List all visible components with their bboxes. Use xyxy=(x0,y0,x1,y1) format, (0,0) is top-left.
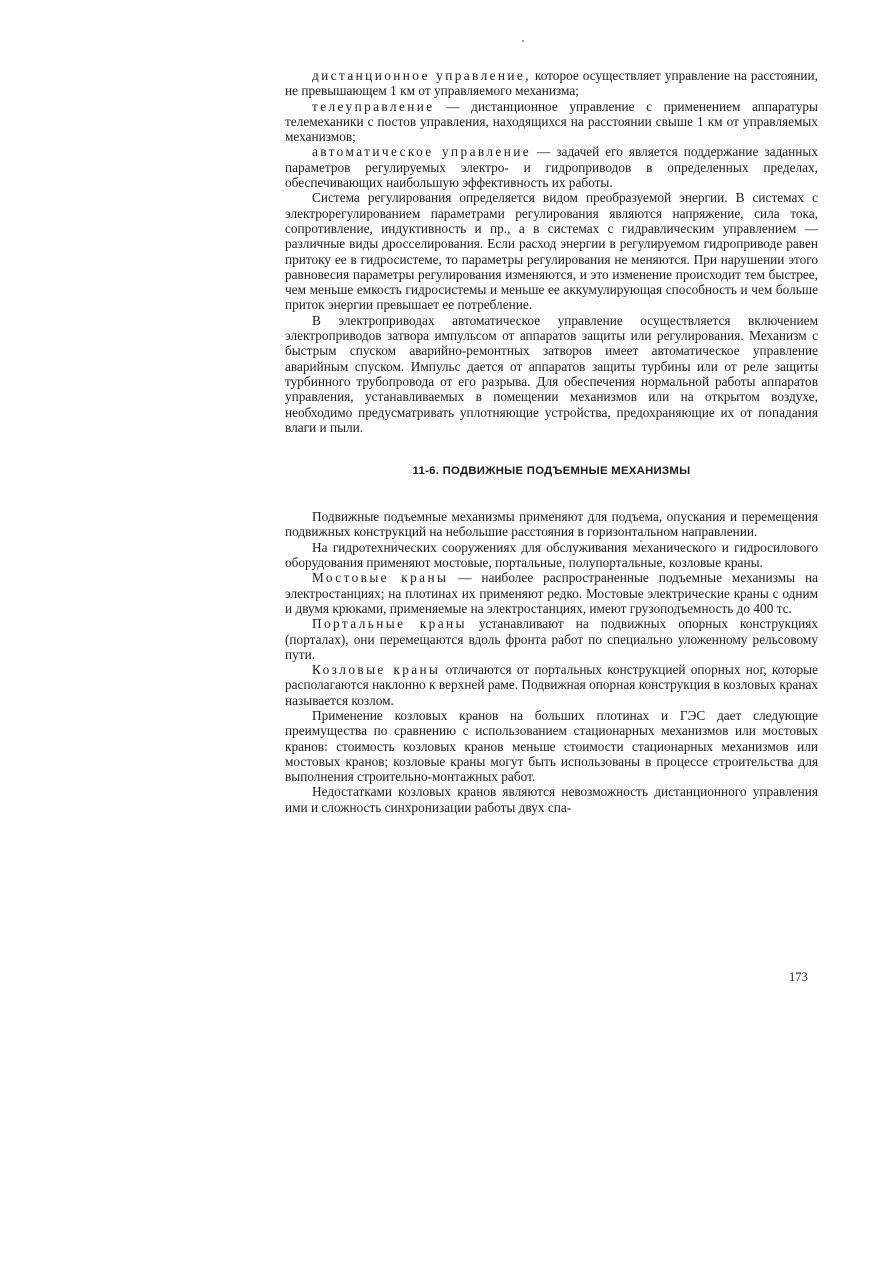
paragraph-text: Применение козловых кранов на больших плотинах и ГЭС дает следующие преимущества по сравнению с использованием стационарных механизмов или мостовых кранов: стоимость козловых кранов меньше стоимости стационарных механизмов или мостовых кранов; козловые краны могут быть использованы в процессе строительства для выполнения строительно-монтажных работ. xyxy=(285,707,818,785)
paragraph-text: устанавливают на подвижных опорных конструкциях (порталах), они перемещаются вдоль фронта работ по специально уложенному рельсовому пути. xyxy=(285,616,818,662)
text-column xyxy=(285,68,818,815)
paragraph-text: Недостатками козловых кранов являются невозможность дистанционного управления ими и сложность синхронизации работы двух спа- xyxy=(285,784,818,815)
page-number: 173 xyxy=(789,970,808,984)
paragraph-text: Система регулирования определяется видом преобразуемой энергии. В системах с электрорегулированием параметрами регулирования являются напряжение, сила тока, сопротивление, индуктивность и пр., а в системах с гидравлическим управлением — различные виды дросселирования. Если расход энергии в регулируемом гидроприводе равен притоку ее в гидросистеме, то параметры регулирования не меняются. При нарушении этого равновесия параметры регулирования изменяются, и это изменение происходит тем быстрее, чем меньше емкость гидросистемы и меньше ее аккумулирующая способность и чем больше приток энергии превышает ее потребление. xyxy=(285,190,818,313)
spaced-term: Козловые краны xyxy=(312,662,441,678)
paragraph xyxy=(285,708,818,784)
paragraph-text: которое осуществляет управление на расстоянии, не превышающем 1 км от управляемого механизма; xyxy=(285,68,818,99)
paragraph xyxy=(285,616,818,662)
paragraph-text: — задачей его является поддержание заданных параметров регулируемых электро- и гидроприводов в определенных пределах, обеспечивающих наибольшую эффективность их работы. xyxy=(285,144,818,191)
paragraph xyxy=(285,68,818,99)
paragraph-text: — наиболее распространенные подъемные механизмы на электростанциях; на плотинах их применяют редко. Мостовые электрические краны с одним и двумя крюками, применяемые на электростанциях, имеют грузоподъемность до 400 тс. xyxy=(285,570,818,616)
spaced-term: Мостовые краны xyxy=(312,570,449,586)
paragraph xyxy=(285,99,818,145)
scan-speck xyxy=(522,40,524,42)
spaced-term: автоматическое управление xyxy=(312,144,532,160)
paragraph xyxy=(285,144,818,190)
spaced-term: телеуправление xyxy=(312,98,435,114)
paragraph xyxy=(285,540,818,571)
paragraph xyxy=(285,570,818,616)
paragraph-text: На гидротехнических сооружениях для обслуживания механического и гидросилового оборудования применяют мостовые, портальные, полупортальные, козловые краны. xyxy=(285,539,818,571)
paragraph-text: Подвижные подъемные механизмы применяют для подъема, опускания и перемещения подвижных конструкций на небольшие расстояния в горизонтальном направлении. xyxy=(285,509,818,540)
section-heading: 11-6. ПОДВИЖНЫЕ ПОДЪЕМНЫЕ МЕХАНИЗМЫ xyxy=(412,465,691,478)
text-block-lower xyxy=(285,509,818,815)
paragraph xyxy=(285,509,818,540)
paragraph-text: В электроприводах автоматическое управление осуществляется включением электроприводов затвора импульсом от аппаратов защиты или регулирования. Механизм с быстрым спуском аварийно-ремонтных затворов имеет автоматическое управление аварийным спуском. Импульс дается от аппаратов защиты турбины или от реле защиты турбинного трубопровода от его разрыва. Для обеспечения нормальной работы аппаратов управления, устанавливаемых в помещении механизмов или на открытом воздухе, необходимо предусматривать уплотняющие устройства, предохраняющие их от попадания влаги и пыли. xyxy=(285,312,818,435)
paragraph xyxy=(285,784,818,815)
paragraph xyxy=(285,662,818,708)
paragraph-text: — дистанционное управление с применением аппаратуры телемеханики с постов управления, находящихся на расстоянии свыше 1 км от управляемых механизмов; xyxy=(285,98,818,145)
paragraph-text: отличаются от портальных конструкцией опорных ног, которые располагаются наклонно к верхней раме. Подвижная опорная конструкция в козловых кранах называется козлом. xyxy=(285,662,818,708)
paragraph xyxy=(285,313,818,435)
text-block-upper xyxy=(285,68,818,435)
spaced-term: дистанционное управление, xyxy=(312,68,531,83)
paragraph xyxy=(285,190,818,312)
spaced-term: Портальные краны xyxy=(312,616,467,632)
